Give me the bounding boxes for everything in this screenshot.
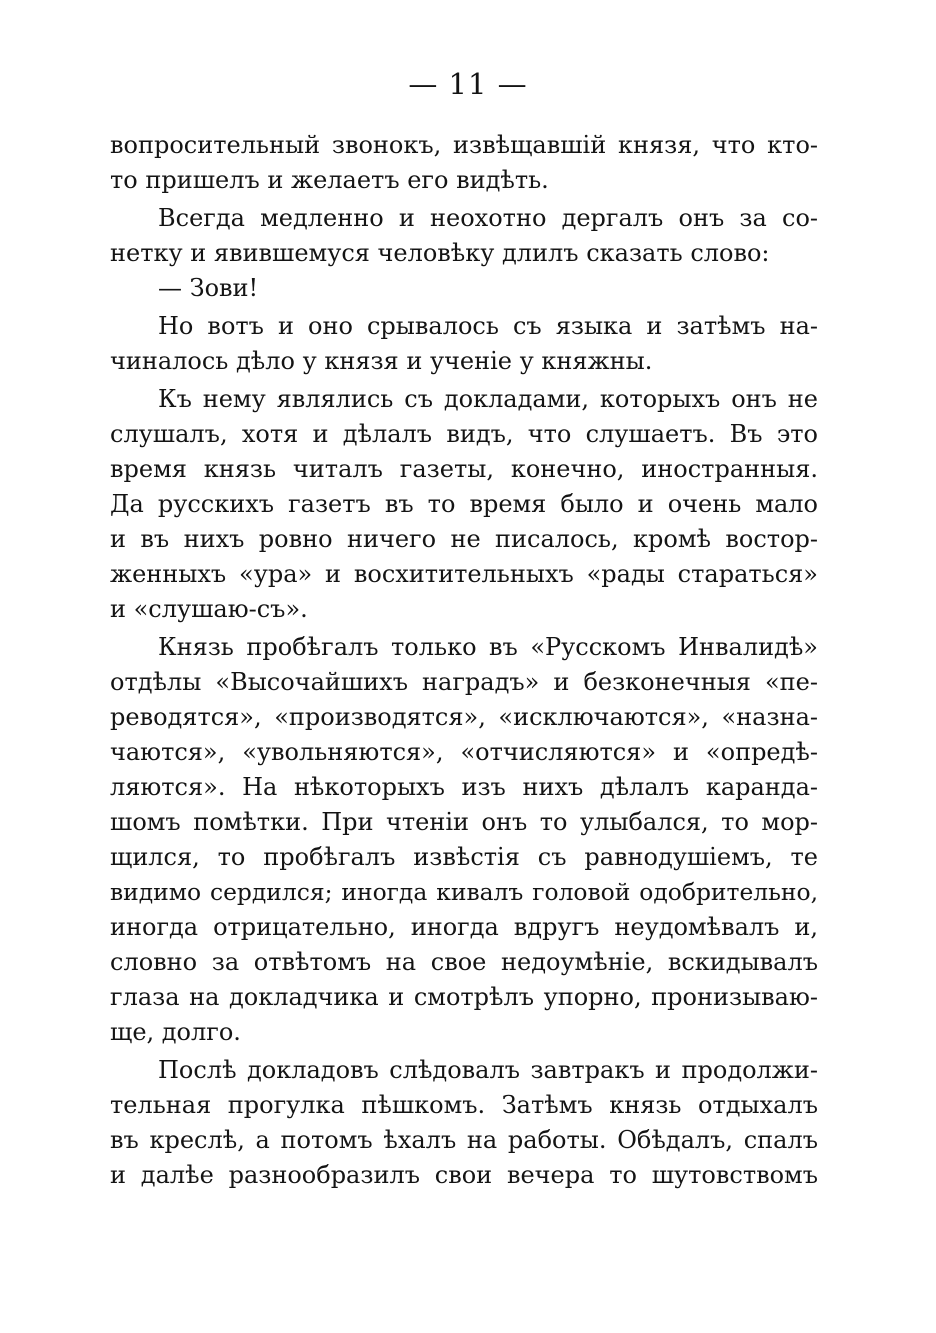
text-line: чаются», «увольняются», «отчисляются» и «опредѣ-: [110, 738, 818, 766]
text-line: Всегда медленно и неохотно дергалъ онъ за со-: [158, 204, 818, 232]
body-text: [110, 128, 818, 1193]
text-line: чиналось дѣло у князя и ученіе у княжны.: [110, 347, 653, 375]
text-line: словно за отвѣтомъ на свое недоумѣніе, вскидывалъ: [110, 948, 818, 976]
text-line: видимо сердился; иногда кивалъ головой одобрительно,: [110, 878, 818, 906]
text-line: Къ нему являлись съ докладами, которыхъ онъ не: [158, 385, 818, 413]
text-line: ще, долго.: [110, 1018, 241, 1046]
text-line: иногда отрицательно, иногда вдругъ неудомѣвалъ и,: [110, 913, 818, 941]
text-line: въ креслѣ, а потомъ ѣхалъ на работы. Обѣдалъ, спалъ: [110, 1126, 818, 1154]
text-line: тельная прогулка пѣшкомъ. Затѣмъ князь отдыхалъ: [110, 1091, 818, 1119]
text-line: и «слушаю-съ».: [110, 595, 308, 623]
page-number: — 11 —: [408, 67, 528, 101]
text-line: и далѣе разнообразилъ свои вечера то шутовствомъ: [110, 1161, 818, 1189]
text-line: отдѣлы «Высочайшихъ наградъ» и безконечныя «пе-: [110, 668, 818, 696]
text-line: и въ нихъ ровно ничего не писалось, кромѣ востор-: [110, 525, 818, 553]
text-line: глаза на докладчика и смотрѣлъ упорно, пронизываю-: [110, 983, 818, 1011]
text-line: Но вотъ и оно срывалось съ языка и затѣмъ на-: [158, 312, 818, 340]
text-line: нетку и явившемуся человѣку длилъ сказать слово:: [110, 239, 770, 267]
text-line: слушалъ, хотя и дѣлалъ видъ, что слушаетъ. Въ это: [110, 420, 818, 448]
text-line: время князь читалъ газеты, конечно, иностранныя.: [110, 455, 818, 483]
text-line: Да русскихъ газетъ въ то время было и очень мало: [110, 490, 818, 518]
text-line: Послѣ докладовъ слѣдовалъ завтракъ и продолжи-: [158, 1056, 818, 1084]
text-line: женныхъ «ура» и восхитительныхъ «рады стараться»: [110, 560, 818, 588]
text-line: — Зови!: [158, 274, 259, 302]
text-line: вопросительный звонокъ, извѣщавшій князя, что кто-: [110, 131, 818, 159]
text-line: то пришелъ и желаетъ его видѣть.: [110, 166, 549, 194]
text-line: ляются». На нѣкоторыхъ изъ нихъ дѣлалъ каранда-: [110, 773, 818, 801]
text-line: Князь пробѣгалъ только въ «Русскомъ Инвалидѣ»: [158, 633, 818, 661]
text-line: шомъ помѣтки. При чтеніи онъ то улыбался, то мор-: [110, 808, 818, 836]
text-line: щился, то пробѣгалъ извѣстія съ равнодушіемъ, те: [110, 843, 818, 871]
text-line: реводятся», «производятся», «исключаются», «назна-: [110, 703, 818, 731]
